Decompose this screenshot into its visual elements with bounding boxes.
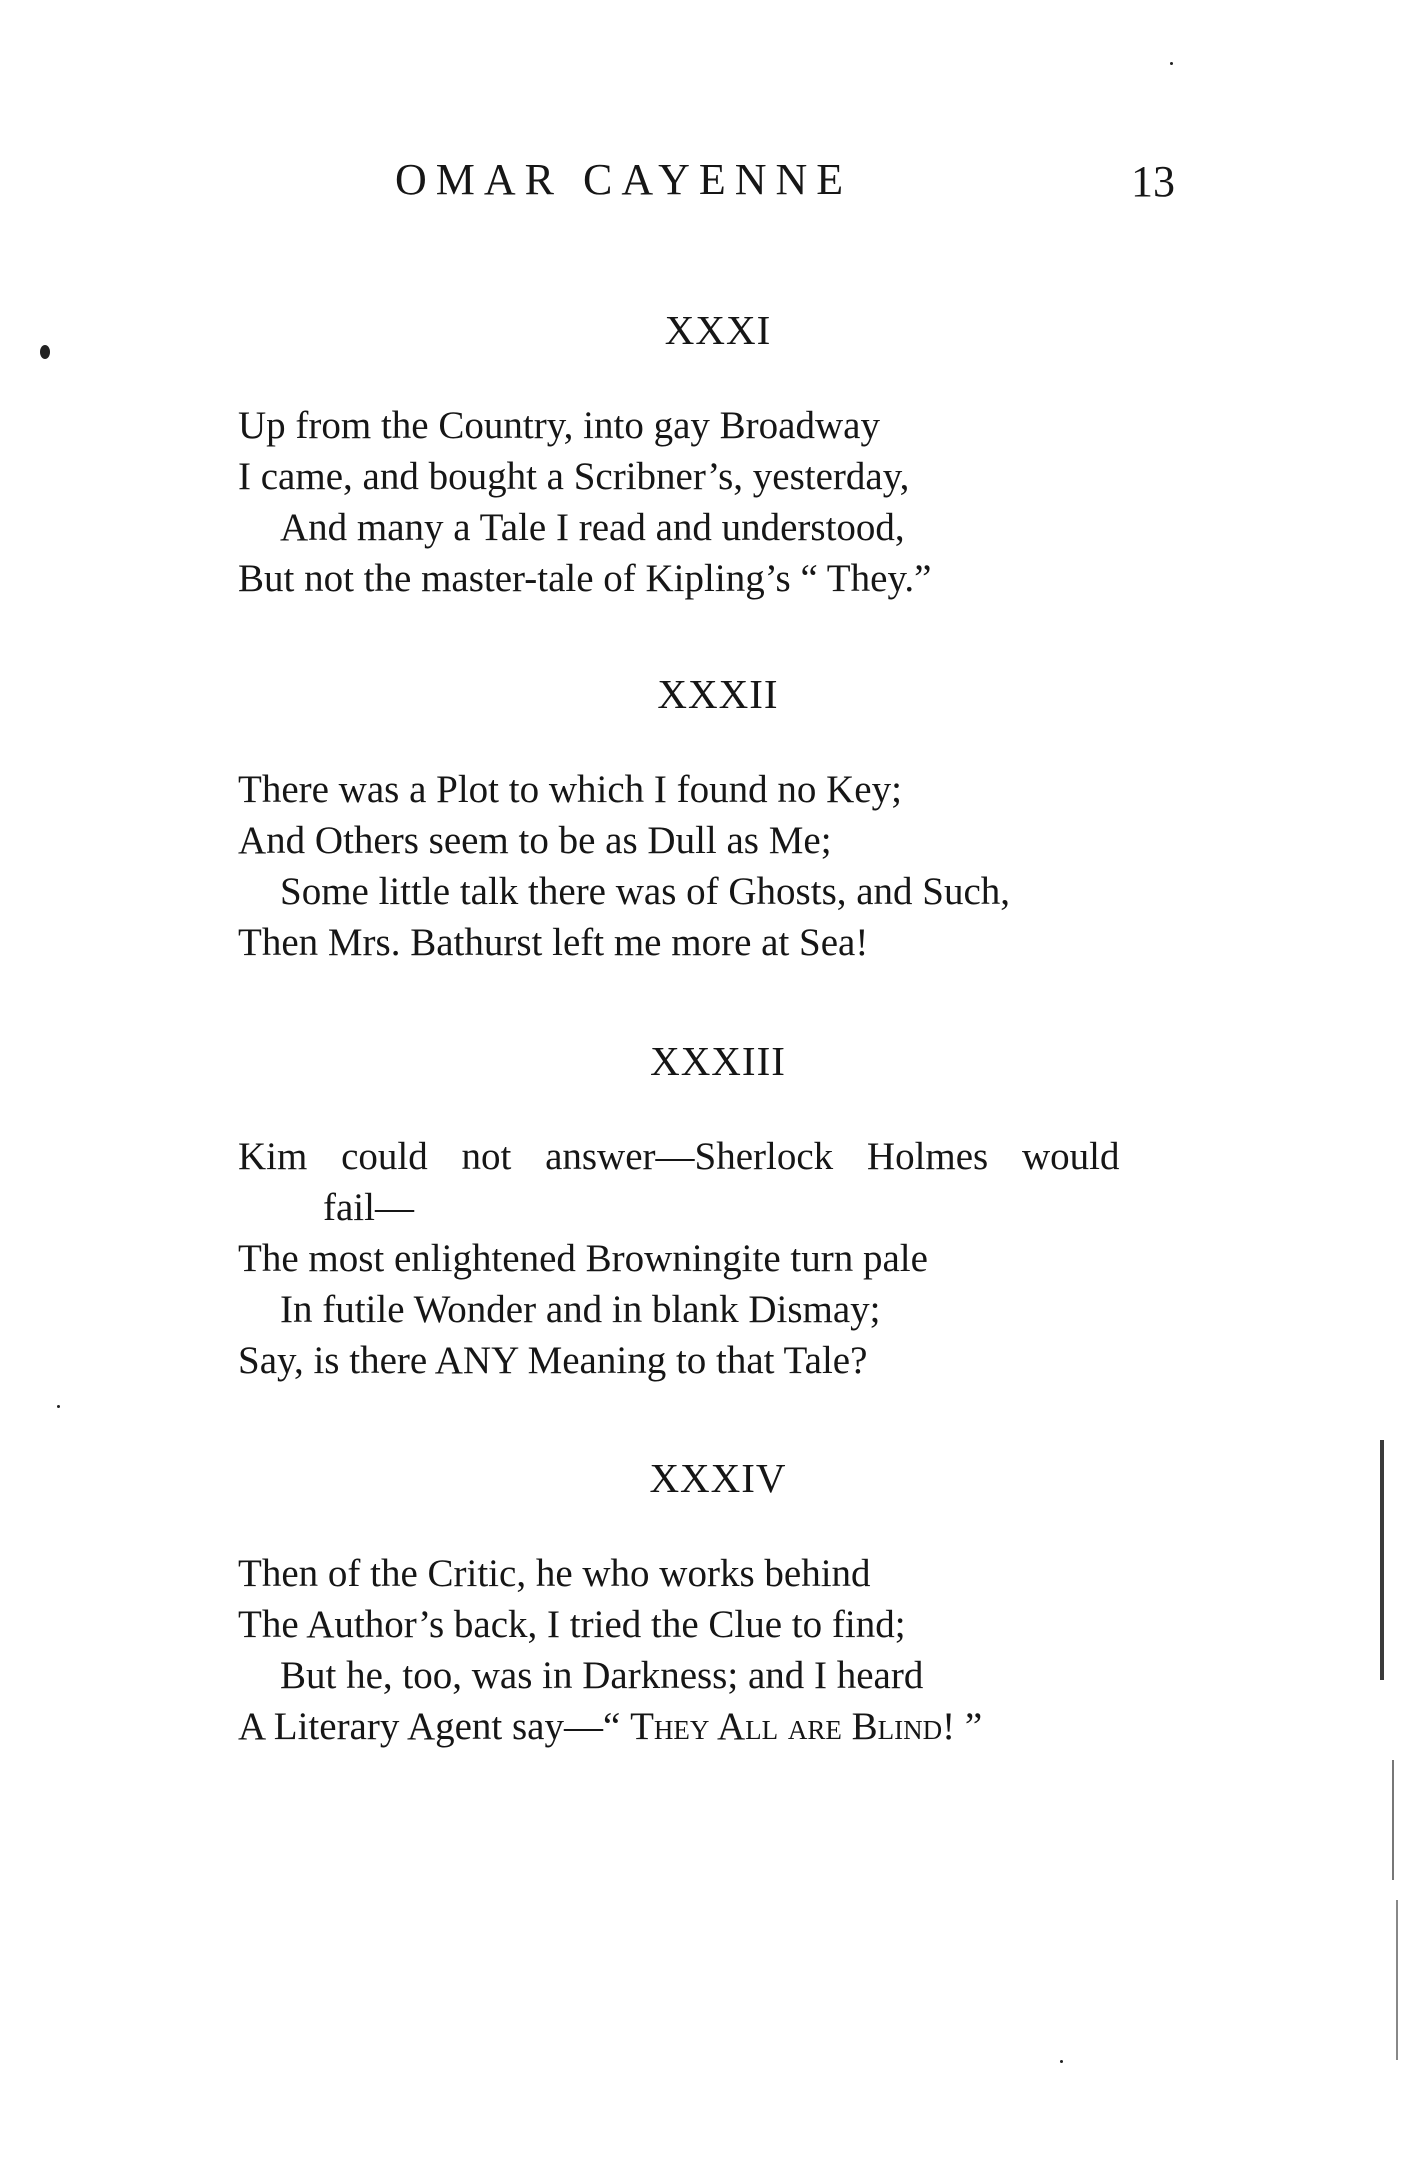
verse-line: The most enlightened Browningite turn pale <box>238 1237 928 1280</box>
verse-line: And many a Tale I read and understood, <box>280 506 905 549</box>
stanza-numeral: XXXIII <box>650 1038 786 1084</box>
verse-line: Up from the Country, into gay Broadway <box>238 404 880 447</box>
stanza-numeral: XXXII <box>657 671 779 717</box>
ink-speck <box>1170 62 1173 65</box>
page-edge-shadow <box>1392 1760 1394 1880</box>
running-head <box>395 150 1175 210</box>
stanza-numeral: XXXIV <box>649 1455 787 1501</box>
verse-line: Kim could not answer—Sherlock Holmes would <box>238 1135 1120 1178</box>
stanza-xxxiv <box>238 1450 1158 1752</box>
verse-line-text: A Literary Agent say—“ <box>238 1705 631 1748</box>
small-caps-quote: They All are Blind <box>630 1705 943 1748</box>
verse-line: The Author’s back, I tried the Clue to find; <box>238 1603 906 1646</box>
verse-line: But not the master-tale of Kipling’s “ They.” <box>238 557 932 600</box>
stanza-xxxii <box>238 666 1158 968</box>
ink-speck <box>57 1405 60 1408</box>
verse-line: Then of the Critic, he who works behind <box>238 1552 871 1595</box>
verse-line-final <box>238 1701 1158 1752</box>
stanza-xxxi <box>238 302 1158 604</box>
verse-line: In futile Wonder and in blank Dismay; <box>280 1288 881 1331</box>
verse-line: Some little talk there was of Ghosts, and Such, <box>280 870 1011 913</box>
verse-line: I came, and bought a Scribner’s, yesterday, <box>238 455 910 498</box>
page-edge-shadow <box>1380 1440 1384 1680</box>
ink-speck <box>1060 2060 1063 2063</box>
page-number: 13 <box>1131 157 1175 206</box>
stanza-xxxiii <box>238 1033 1158 1386</box>
verse-line: Then Mrs. Bathurst left me more at Sea! <box>238 921 869 964</box>
verse-line-continuation: fail— <box>323 1186 414 1229</box>
verse-line: There was a Plot to which I found no Key; <box>238 768 902 811</box>
verse-line: But he, too, was in Darkness; and I heard <box>280 1654 924 1697</box>
ink-speck <box>40 345 50 359</box>
stanza-numeral: XXXI <box>664 307 772 353</box>
closing-quote: ! ” <box>942 1705 983 1748</box>
verse-line: And Others seem to be as Dull as Me; <box>238 819 832 862</box>
page-edge-shadow <box>1396 1900 1398 2060</box>
verse-line: Say, is there ANY Meaning to that Tale? <box>238 1339 868 1382</box>
running-title: OMAR CAYENNE <box>395 155 853 204</box>
